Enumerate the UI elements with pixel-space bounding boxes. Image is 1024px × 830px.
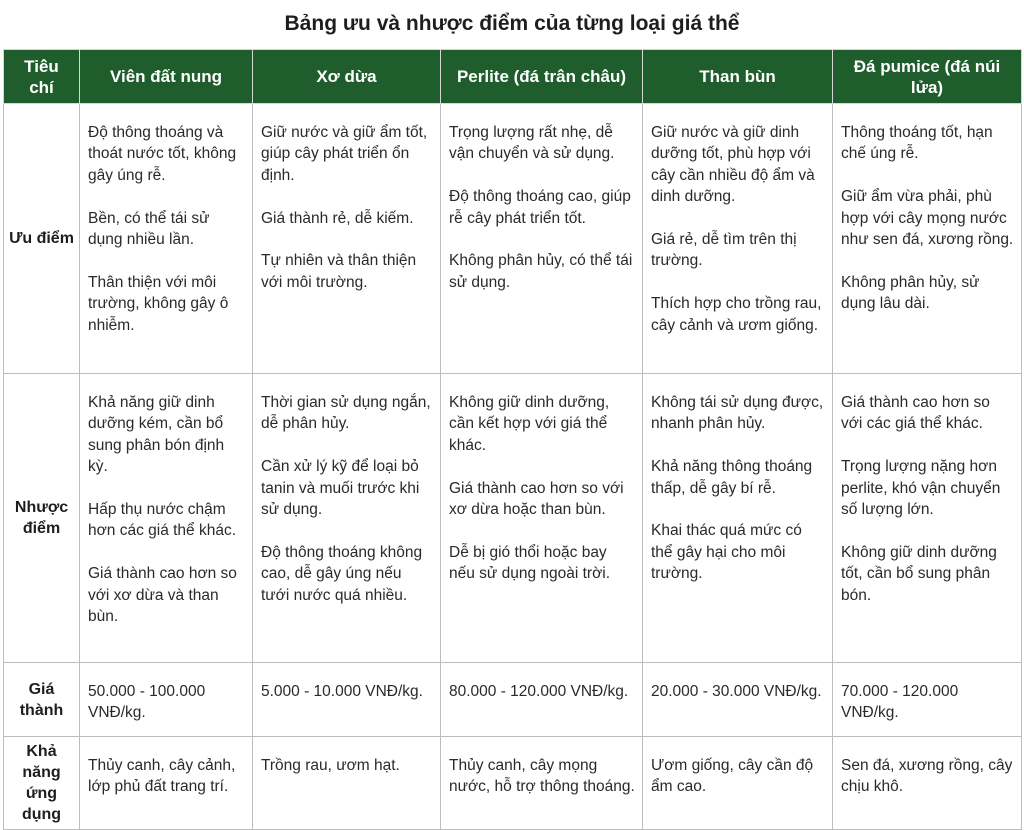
cell-line: Trọng lượng nặng hơn perlite, khó vận chuyển số lượng lớn. (841, 458, 1001, 519)
cell-line: Thích hợp cho trồng rau, cây cảnh và ươm giống. (651, 295, 822, 334)
header-da-pumice: Đá pumice (đá núi lửa) (833, 50, 1022, 104)
comparison-table (3, 49, 1022, 830)
cell-line: Giữ nước và giữ dinh dưỡng tốt, phù hợp với cây cần nhiều độ ẩm và dinh dưỡng. (651, 124, 815, 206)
cell-line: Khai thác quá mức có thể gây hại cho môi trường. (651, 522, 802, 583)
cell-line: Giá rẻ, dễ tìm trên thị trường. (651, 231, 797, 270)
table-row-pros (4, 104, 1022, 374)
cell-app-xo-dua (253, 737, 441, 830)
cell-line: 80.000 - 120.000 VNĐ/kg. (449, 683, 629, 700)
cell-line: Tự nhiên và thân thiện với môi trường. (261, 252, 417, 291)
cell-line: Thủy canh, cây mọng nước, hỗ trợ thông thoáng. (449, 757, 635, 796)
cell-line: Không giữ dinh dưỡng tốt, cần bổ sung phân bón. (841, 543, 997, 604)
cell-pros-perlite (441, 104, 643, 374)
cell-pros-da-pumice (833, 104, 1022, 374)
cell-line: Độ thông thoáng không cao, dễ gây úng nếu tưới nước quá nhiều. (261, 543, 423, 604)
cell-line: Độ thông thoáng cao, giúp rễ cây phát triển tốt. (449, 188, 631, 227)
cell-cons-da-pumice (833, 374, 1022, 663)
cell-line: Thủy canh, cây cảnh, lớp phủ đất trang trí. (88, 757, 236, 796)
header-xo-dua: Xơ dừa (253, 50, 441, 104)
cell-cons-than-bun (643, 374, 833, 663)
cell-line: Giá thành cao hơn so với các giá thể khác. (841, 394, 990, 433)
cell-line: Thân thiện với môi trường, không gây ô nhiễm. (88, 273, 229, 334)
cell-price-xo-dua (253, 663, 441, 737)
table-row-price (4, 663, 1022, 737)
cell-price-vien-dat-nung (80, 663, 253, 737)
header-than-bun: Than bùn (643, 50, 833, 104)
cell-line: Không tái sử dụng được, nhanh phân hủy. (651, 394, 824, 433)
row-label-pros: Ưu điểm (4, 104, 80, 374)
cell-line: Giữ nước và giữ ẩm tốt, giúp cây phát triển ổn định. (261, 124, 428, 184)
cell-line: Khả năng giữ dinh dưỡng kém, cần bổ sung phân bón định kỳ. (88, 394, 225, 476)
cell-app-perlite (441, 737, 643, 830)
cell-pros-vien-dat-nung (80, 104, 253, 374)
cell-line: 70.000 - 120.000 VNĐ/kg. (841, 683, 959, 722)
cell-pros-xo-dua (253, 104, 441, 374)
cell-line: Giá thành rẻ, dễ kiếm. (261, 209, 414, 227)
cell-line: Hấp thụ nước chậm hơn các giá thể khác. (88, 501, 237, 540)
cell-line: Không phân hủy, sử dụng lâu dài. (841, 273, 980, 313)
header-perlite: Perlite (đá trân châu) (441, 50, 643, 104)
row-label-cons: Nhược điểm (4, 374, 80, 663)
cell-app-than-bun (643, 737, 833, 830)
cell-line: Trồng rau, ươm hạt. (261, 757, 400, 774)
cell-cons-xo-dua (253, 374, 441, 663)
row-label-price: Giá thành (4, 663, 80, 737)
cell-line: Cần xử lý kỹ để loại bỏ tanin và muối trước khi sử dụng. (261, 458, 420, 519)
cell-line: Thông thoáng tốt, hạn chế úng rễ. (841, 124, 993, 163)
cell-cons-perlite (441, 374, 643, 663)
cell-app-da-pumice (833, 737, 1022, 830)
cell-line: Bền, có thể tái sử dụng nhiều lần. (88, 209, 210, 249)
cell-line: 50.000 - 100.000 VNĐ/kg. (88, 683, 206, 722)
table-row-application (4, 737, 1022, 830)
cell-line: Trọng lượng rất nhẹ, dễ vận chuyển và sử dụng. (449, 124, 615, 163)
cell-price-da-pumice (833, 663, 1022, 737)
table-row-cons (4, 374, 1022, 663)
cell-price-than-bun (643, 663, 833, 737)
cell-line: 5.000 - 10.000 VNĐ/kg. (261, 683, 423, 700)
row-label-application: Khả năng ứng dụng (4, 737, 80, 830)
cell-line: Thời gian sử dụng ngắn, dễ phân hủy. (261, 394, 431, 433)
cell-price-perlite (441, 663, 643, 737)
header-vien-dat-nung: Viên đất nung (80, 50, 253, 104)
cell-cons-vien-dat-nung (80, 374, 253, 663)
cell-line: Khả năng thông thoáng thấp, dễ gây bí rễ. (651, 458, 813, 497)
cell-line: Ươm giống, cây cần độ ẩm cao. (651, 757, 814, 796)
cell-line: Dễ bị gió thổi hoặc bay nếu sử dụng ngoài trời. (449, 543, 611, 583)
cell-line: Độ thông thoáng và thoát nước tốt, không gây úng rễ. (88, 124, 237, 184)
cell-line: Sen đá, xương rồng, cây chịu khô. (841, 757, 1013, 796)
header-criteria: Tiêu chí (4, 50, 80, 104)
cell-line: Giữ ẩm vừa phải, phù hợp với cây mọng nước như sen đá, xương rồng. (841, 188, 1014, 249)
cell-line: 20.000 - 30.000 VNĐ/kg. (651, 683, 822, 700)
page-title: Bảng ưu và nhược điểm của từng loại giá thể (284, 12, 740, 35)
cell-line: Giá thành cao hơn so với xơ dừa hoặc than bùn. (449, 479, 624, 519)
cell-app-vien-dat-nung (80, 737, 253, 830)
cell-line: Không phân hủy, có thể tái sử dụng. (449, 252, 633, 291)
cell-line: Giá thành cao hơn so với xơ dừa và than bùn. (88, 565, 237, 626)
cell-line: Không giữ dinh dưỡng, cần kết hợp với giá thể khác. (449, 394, 610, 454)
cell-pros-than-bun (643, 104, 833, 374)
header-row (4, 50, 1022, 104)
